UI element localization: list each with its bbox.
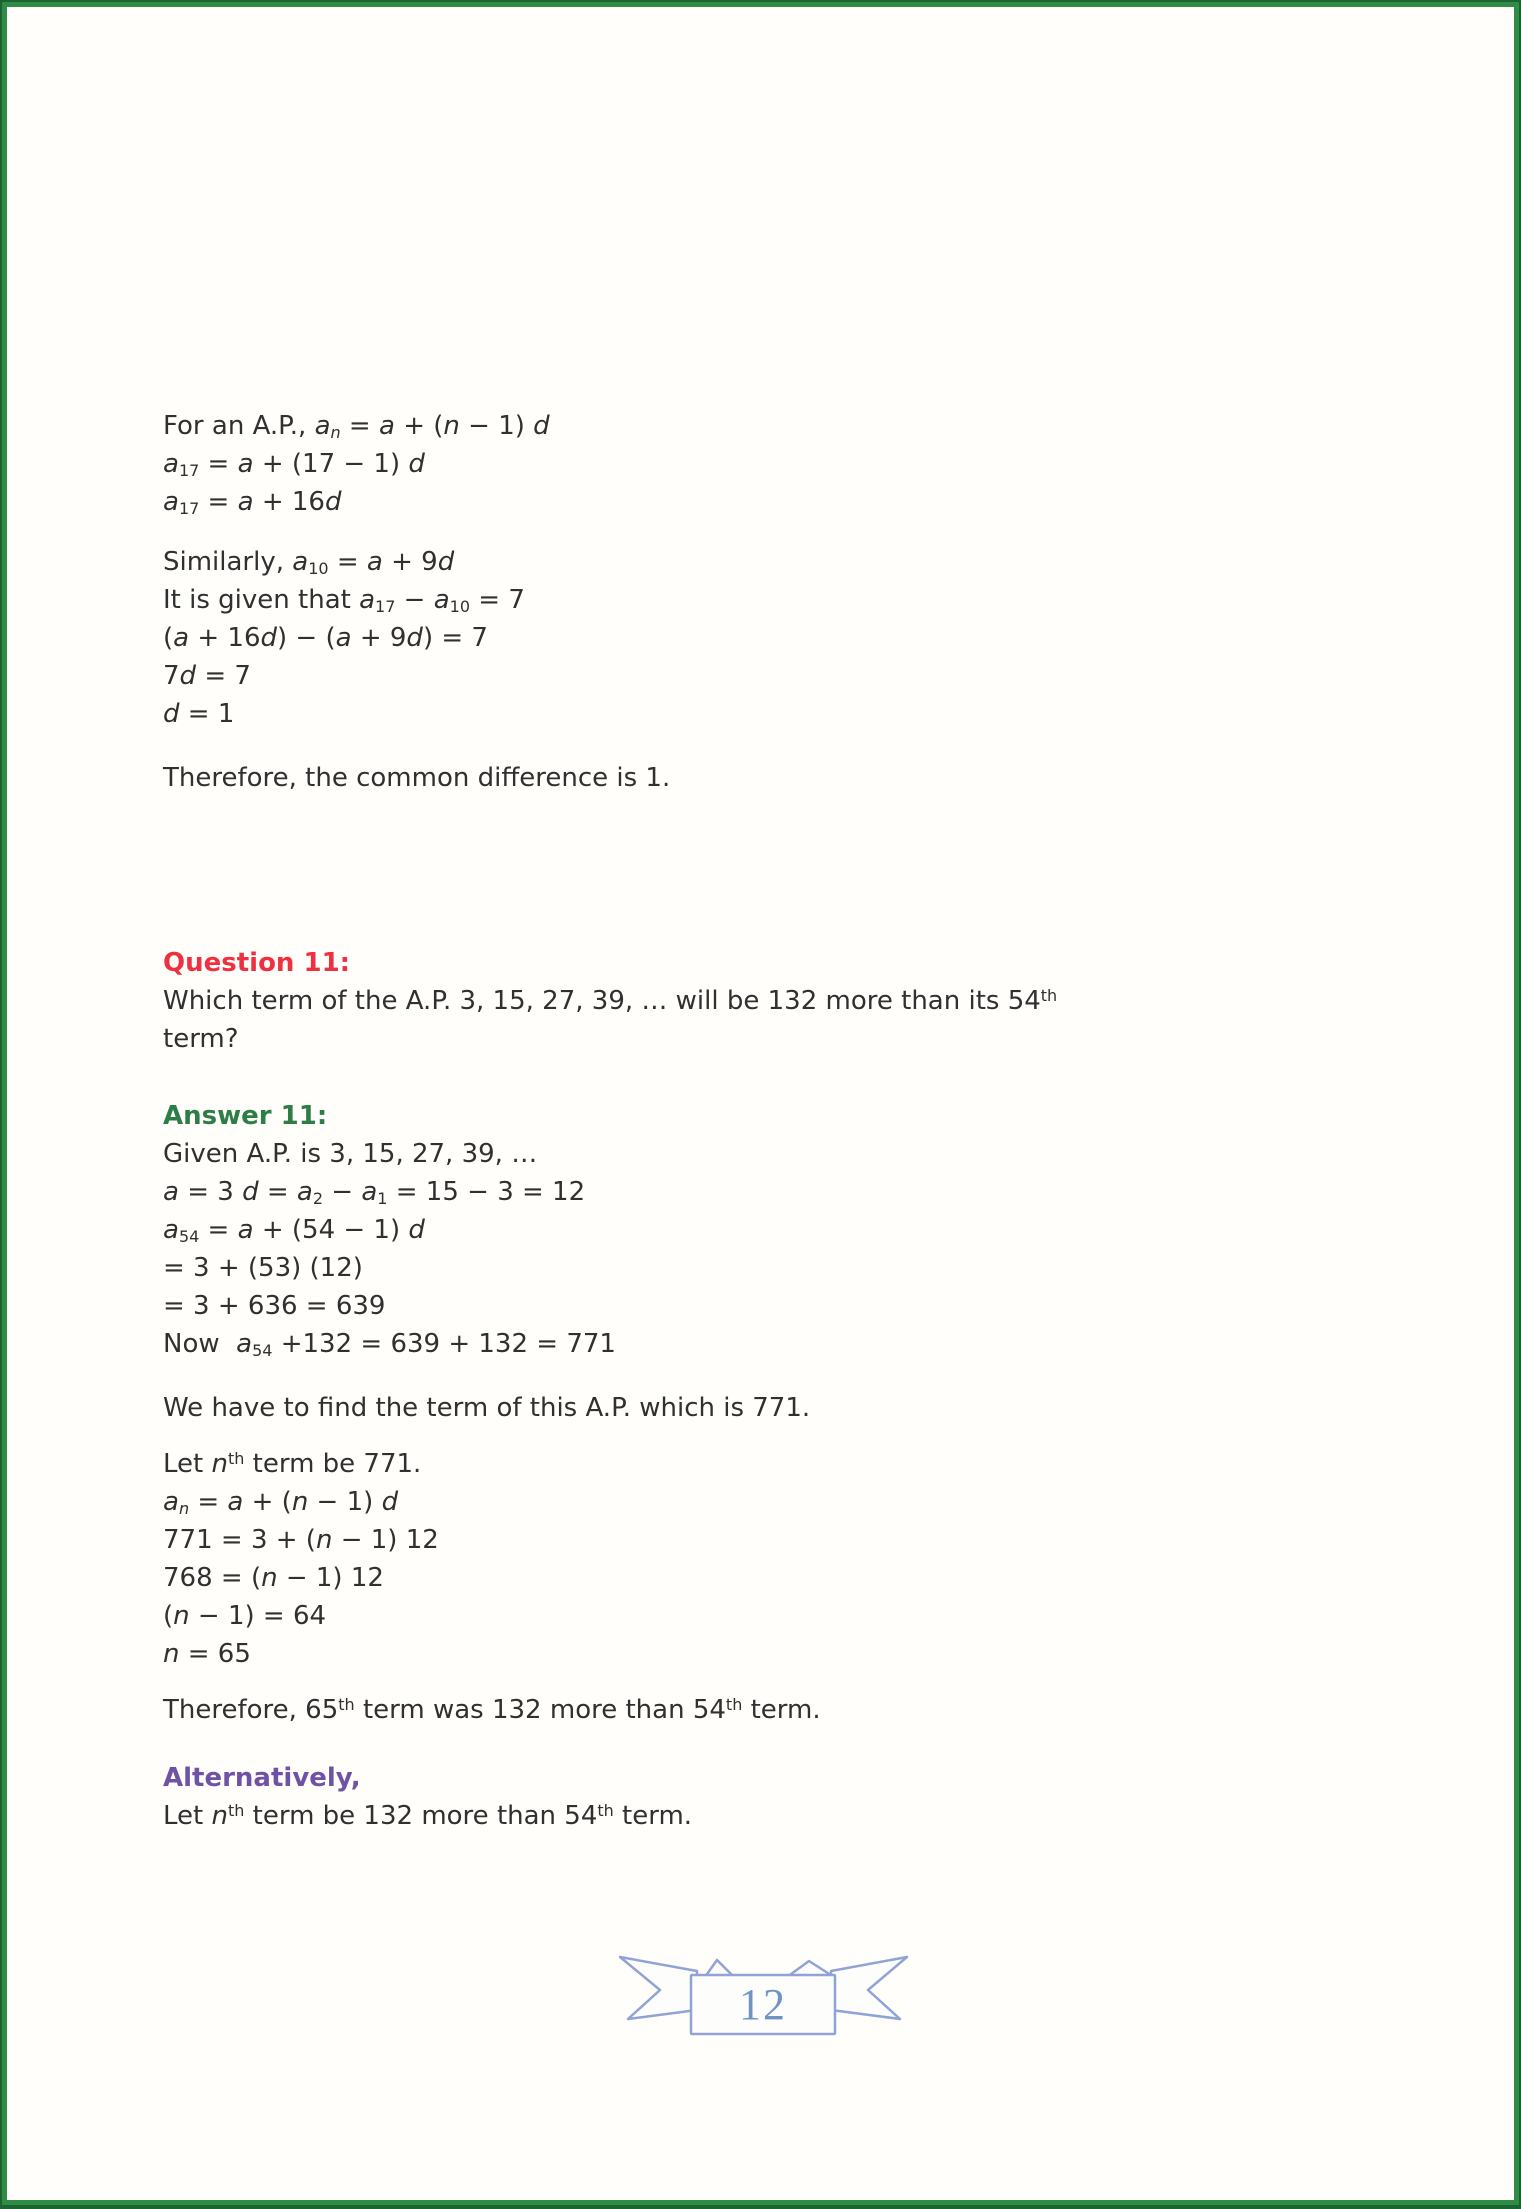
math-line: Let $n^{th}$ term be 771. (163, 1449, 422, 1479)
intro-derivation-block (163, 407, 1364, 521)
alternative-section (163, 1759, 1364, 1835)
math-line: (a + 16d) − (a + 9d) = 7 (163, 623, 488, 653)
math-line: Which term of the A.P. 3, 15, 27, 39, … will be 132 more than its 54th (163, 986, 1058, 1016)
math-line: Now $a_{54} +132 = 639 + 132 = 771$ (163, 1329, 616, 1360)
math-line: Similarly, $a_{10} = a + 9d$ (163, 547, 455, 578)
conclusion-line: Therefore, the common difference is 1. (163, 763, 671, 793)
answer-work-block (163, 1135, 1364, 1363)
math-line: $a_{17} = a + 16d$ (163, 487, 342, 518)
question-heading: Question 11: (163, 948, 351, 978)
math-line: term? (163, 1024, 239, 1054)
math-line: 7d = 7 (163, 661, 251, 691)
math-line: n = 65 (163, 1639, 251, 1669)
ribbon-right-tail (831, 1957, 907, 2019)
math-line: Given A.P. is 3, 15, 27, 39, … (163, 1139, 538, 1169)
math-line: 768 = (n − 1) 12 (163, 1563, 384, 1593)
math-line: d = 1 (163, 699, 235, 729)
answer-heading: Answer 11: (163, 1101, 328, 1131)
alternative-line: Let $n^{th}$ term be 132 more than 54th term. (163, 1801, 693, 1831)
math-line: (n − 1) = 64 (163, 1601, 327, 1631)
alternative-heading: Alternatively, (163, 1763, 361, 1793)
math-line: $a_{17} = a + (17 - 1)$ d (163, 449, 425, 480)
math-line: a = 3 $d = a_2 - a_1 = 15 - 3 = 12$ (163, 1177, 586, 1208)
given-derivation-block (163, 543, 1364, 733)
question-text (163, 982, 1364, 1058)
math-line: = 3 + (53) (12) (163, 1253, 363, 1283)
ribbon-banner-icon (619, 1947, 909, 2047)
math-line: 771 = 3 + (n − 1) 12 (163, 1525, 439, 1555)
find-term-line: We have to find the term of this A.P. which is 771. (163, 1393, 811, 1423)
solve-block (163, 1445, 1364, 1673)
math-line: It is given that $a_{17} - a_{10} = 7$ (163, 585, 525, 616)
answer-section (163, 1097, 1364, 1363)
document-page (2, 2, 1519, 2205)
page-number: 12 (738, 1980, 787, 2029)
math-line: $a_n = a + (n - 1)$ d (163, 1487, 399, 1518)
ribbon-left-tail (620, 1957, 697, 2019)
math-line: For an A.P., $a_n = a + (n - 1)$ d (163, 411, 550, 442)
page-number-ribbon (163, 1947, 1364, 2047)
result-line: Therefore, 65th term was 132 more than 54th term. (163, 1695, 821, 1725)
math-line: $a_{54} = a + (54 - 1)$ d (163, 1215, 425, 1246)
math-line: = 3 + 636 = 639 (163, 1291, 386, 1321)
question-section (163, 944, 1364, 1058)
